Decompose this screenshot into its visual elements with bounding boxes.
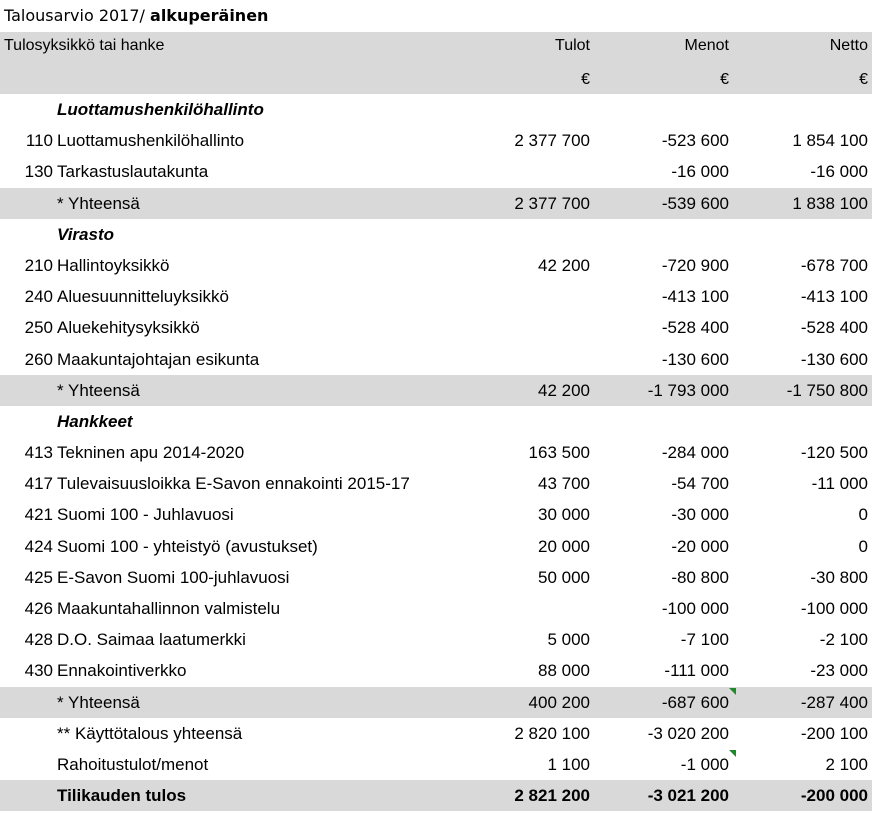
cell-name: * Yhteensä — [57, 193, 140, 213]
cell-code: 430 — [24, 661, 53, 681]
cell-menot: -687 600 — [661, 692, 729, 712]
header-menot: Menot — [684, 37, 729, 54]
cell-menot: -3 020 200 — [647, 723, 729, 743]
table-row — [0, 344, 872, 375]
header-tulot: Tulot — [555, 37, 590, 54]
cell-tulot: 5 000 — [547, 630, 590, 650]
document-title — [4, 2, 268, 30]
table-row — [0, 562, 872, 593]
cell-netto: -11 000 — [811, 474, 868, 494]
cell-menot: -523 600 — [661, 131, 729, 151]
cell-name: Aluesuunnitteluyksikkö — [57, 287, 229, 307]
cell-netto: -528 400 — [800, 318, 868, 338]
subtotal-row — [0, 687, 872, 718]
cell-code: 110 — [25, 131, 53, 151]
subtotal-row — [0, 375, 872, 406]
cell-menot: -130 600 — [661, 349, 729, 369]
cell-menot: -16 000 — [671, 162, 729, 182]
table-row — [0, 593, 872, 624]
cell-tulot: 30 000 — [538, 505, 590, 525]
table-row — [0, 281, 872, 312]
table-row — [0, 718, 872, 749]
section-row — [0, 406, 872, 437]
cell-netto: -23 000 — [810, 661, 868, 681]
cell-netto: 2 100 — [825, 754, 868, 774]
cell-netto: 1 854 100 — [792, 131, 868, 151]
header-netto: Netto — [829, 37, 868, 54]
section-row — [0, 94, 872, 125]
cell-code: 210 — [24, 255, 53, 275]
table-row — [0, 749, 872, 780]
cell-netto: -200 000 — [800, 786, 868, 806]
cell-netto: -16 000 — [810, 162, 868, 182]
cell-menot: -100 000 — [661, 599, 729, 618]
cell-menot: -3 021 200 — [647, 786, 729, 806]
cell-netto: 0 — [858, 536, 868, 556]
cell-tulot: 2 377 700 — [514, 193, 590, 213]
cell-tulot: 20 000 — [538, 536, 590, 556]
comment-marker-icon — [729, 688, 736, 695]
cell-tulot: 42 200 — [538, 380, 590, 400]
header-labels-row — [0, 32, 872, 63]
cell-netto: 1 838 100 — [792, 193, 868, 213]
table-row — [0, 531, 872, 562]
table-row — [0, 125, 872, 156]
cell-tulot: 50 000 — [538, 567, 590, 587]
cell-netto: -1 750 800 — [786, 380, 868, 400]
table-body — [0, 94, 872, 811]
table-row — [0, 312, 872, 343]
unit-netto: € — [859, 71, 868, 88]
table-row — [0, 655, 872, 686]
cell-code: 428 — [24, 630, 53, 650]
cell-menot: -284 000 — [661, 443, 729, 463]
table-row — [0, 437, 872, 468]
cell-tulot: 43 700 — [538, 474, 590, 494]
cell-menot: -54 700 — [671, 474, 729, 494]
cell-code: 425 — [24, 567, 53, 587]
comment-marker-icon — [729, 750, 736, 757]
cell-code: 250 — [24, 318, 53, 338]
cell-code: 260 — [24, 349, 53, 369]
cell-tulot: 400 200 — [528, 692, 590, 712]
cell-name: D.O. Saimaa laatumerkki — [57, 630, 246, 650]
cell-name: Hankkeet — [57, 411, 133, 431]
title-bold: alkuperäinen — [150, 6, 269, 25]
cell-tulot: 1 100 — [547, 754, 590, 774]
cell-menot: -1 000 — [680, 754, 729, 774]
unit-tulot: € — [581, 71, 590, 88]
cell-name: Ennakointiverkko — [57, 661, 187, 681]
cell-name: Suomi 100 - Juhlavuosi — [57, 505, 234, 525]
cell-name: Tekninen apu 2014-2020 — [57, 443, 245, 463]
unit-menot: € — [720, 71, 729, 88]
cell-menot: -20 000 — [671, 536, 729, 556]
cell-menot: -30 000 — [671, 505, 729, 525]
cell-menot: -1 793 000 — [647, 380, 729, 400]
cell-netto: -678 700 — [800, 255, 868, 275]
title-prefix: Talousarvio 2017/ — [4, 6, 151, 25]
cell-code: 413 — [24, 443, 53, 463]
cell-menot: -539 600 — [661, 193, 729, 213]
table-row — [0, 250, 872, 281]
section-row — [0, 219, 872, 250]
cell-name: Hallintoyksikkö — [57, 255, 170, 275]
cell-name: Tulevaisuusloikka E-Savon ennakointi 2015-17 — [57, 474, 410, 494]
cell-netto: 0 — [858, 505, 868, 525]
table-row — [0, 499, 872, 530]
cell-netto: -413 100 — [800, 287, 868, 307]
cell-name: Luottamushenkilöhallinto — [57, 131, 245, 151]
cell-menot: -111 000 — [664, 661, 729, 681]
cell-code: 130 — [24, 162, 53, 182]
header-units-row — [0, 63, 872, 94]
cell-name: Maakuntahallinnon valmistelu — [57, 599, 281, 618]
cell-menot: -80 800 — [671, 567, 729, 587]
cell-name: Aluekehitysyksikkö — [57, 318, 200, 338]
cell-name: Luottamushenkilöhallinto — [57, 100, 264, 119]
cell-netto: -100 000 — [800, 599, 868, 618]
cell-name: * Yhteensä — [57, 380, 140, 400]
cell-netto: -200 100 — [800, 723, 868, 743]
cell-tulot: 2 377 700 — [514, 131, 590, 151]
cell-tulot: 2 821 200 — [514, 786, 590, 806]
cell-netto: -30 800 — [810, 567, 868, 587]
cell-name: Tilikauden tulos — [57, 786, 187, 806]
cell-name: Maakuntajohtajan esikunta — [57, 349, 260, 369]
cell-code: 417 — [24, 474, 53, 494]
cell-menot: -413 100 — [661, 287, 729, 307]
header-name: Tulosyksikkö tai hanke — [4, 37, 165, 54]
cell-netto: -287 400 — [800, 692, 868, 712]
budget-table — [0, 32, 872, 811]
cell-name: Rahoitustulot/menot — [57, 754, 209, 774]
cell-name: * Yhteensä — [57, 692, 140, 712]
cell-tulot: 42 200 — [538, 255, 590, 275]
table-row — [0, 156, 872, 187]
cell-menot: -528 400 — [661, 318, 729, 338]
cell-name: Virasto — [57, 224, 115, 244]
cell-menot: -7 100 — [680, 630, 729, 650]
cell-tulot: 163 500 — [528, 443, 590, 463]
cell-name: E-Savon Suomi 100-juhlavuosi — [57, 567, 290, 587]
cell-tulot: 88 000 — [538, 661, 590, 681]
cell-netto: -2 100 — [819, 630, 868, 650]
cell-code: 240 — [24, 287, 53, 307]
cell-name: Tarkastuslautakunta — [57, 162, 209, 182]
cell-netto: -120 500 — [800, 443, 868, 463]
cell-tulot: 2 820 100 — [514, 723, 590, 743]
cell-code: 421 — [24, 505, 53, 525]
cell-name: Suomi 100 - yhteistyö (avustukset) — [57, 536, 318, 556]
subtotal-row — [0, 188, 872, 219]
cell-code: 424 — [24, 536, 53, 556]
table-header — [0, 32, 872, 94]
cell-name: ** Käyttötalous yhteensä — [57, 723, 243, 743]
total-row — [0, 780, 872, 811]
table-row — [0, 624, 872, 655]
cell-code: 426 — [24, 599, 53, 618]
cell-menot: -720 900 — [661, 255, 729, 275]
cell-netto: -130 600 — [800, 349, 868, 369]
table-row — [0, 468, 872, 499]
